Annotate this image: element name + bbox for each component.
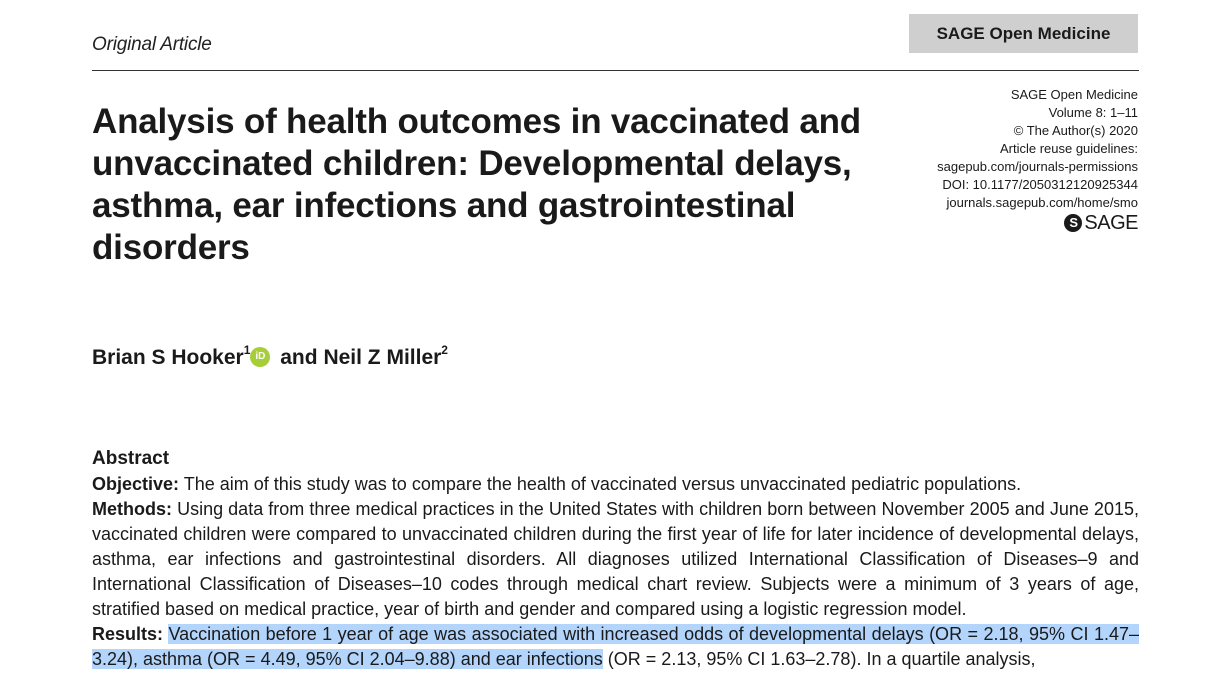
objective-label: Objective: — [92, 474, 180, 494]
article-meta — [838, 86, 1138, 232]
sage-logo-text: SAGE — [1084, 212, 1138, 234]
header-rule — [92, 70, 1139, 71]
orcid-icon[interactable]: iD — [250, 347, 270, 367]
author-2: Neil Z Miller — [323, 346, 442, 369]
sage-logo-icon: S — [1064, 214, 1082, 232]
author-joiner: and — [280, 346, 318, 369]
results-highlighted-text[interactable]: Vaccination before 1 year of age was associated with increased odds of developmental delays (OR = 2.18, 95% CI 1.47–3.24), asthma (OR = 4.49, 95% CI 2.04–9.88) and ear infections — [92, 624, 1139, 669]
journal-badge — [909, 14, 1138, 53]
author-2-affiliation: 2 — [441, 343, 448, 357]
meta-doi[interactable]: DOI: 10.1177/2050312120925344 — [942, 177, 1138, 192]
article-type: Original Article — [92, 34, 212, 55]
abstract-heading: Abstract — [92, 448, 170, 469]
abstract-results — [92, 622, 1139, 672]
article-title: Analysis of health outcomes in vaccinated and unvaccinated children: Developmental delays, asthma, ear infections and gastrointestinal disorders — [92, 102, 861, 267]
meta-copyright: © The Author(s) 2020 — [1013, 123, 1138, 138]
results-text: (OR = 2.13, 95% CI 1.63–2.78). In a quartile analysis, — [602, 649, 1036, 669]
meta-permissions-link[interactable]: sagepub.com/journals-permissions — [937, 159, 1138, 174]
sage-logo — [1064, 214, 1138, 232]
meta-home-link[interactable]: journals.sagepub.com/home/smo — [946, 195, 1138, 210]
author-line — [92, 343, 448, 370]
journal-badge-label: SAGE Open Medicine — [936, 23, 1111, 43]
methods-label: Methods: — [92, 499, 172, 519]
abstract-body — [92, 472, 1139, 672]
author-1-affiliation: 1 — [243, 343, 251, 357]
meta-volume: Volume 8: 1–11 — [1048, 105, 1138, 120]
meta-reuse: Article reuse guidelines: — [999, 141, 1138, 156]
results-label: Results: — [92, 624, 164, 644]
meta-journal: SAGE Open Medicine — [1010, 87, 1138, 102]
objective-text: The aim of this study was to compare the health of vaccinated versus unvaccinated pediatric populations. — [183, 474, 1022, 494]
methods-text: Using data from three medical practices in the United States with children born between November 2005 and June 2015, vaccinated children were compared to unvaccinated children during the first year of life for later incidence of developmental delays, asthma, ear infections and gastrointestinal disorders. All diagnoses utilized International Classification of Diseases–9 and International Classification of Diseases–10 codes through medical chart review. Subjects were a minimum of 3 years of age, stratified based on medical practice, year of birth and gender and compared using a logistic regression model. — [92, 499, 1139, 619]
abstract-objective — [92, 472, 1139, 497]
author-1: Brian S Hooker — [92, 346, 244, 369]
abstract-methods — [92, 497, 1139, 622]
